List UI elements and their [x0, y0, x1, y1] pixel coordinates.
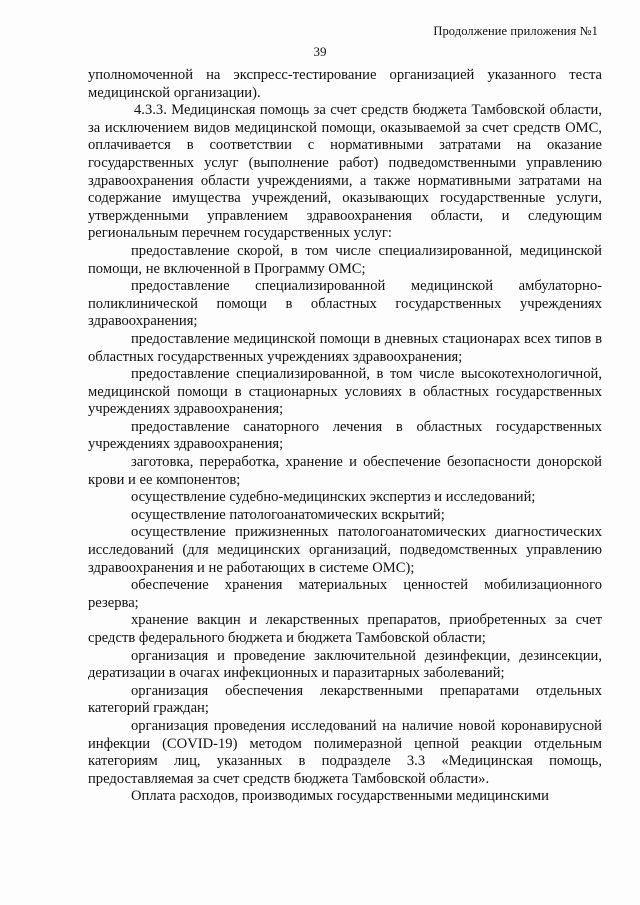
- list-item-pathology-diagnostics: осуществление прижизненных патологоанатомических диагностических исследований (для медицинских организаций, подведомственных управлению здравоохранения и не работающих в системе ОМС);: [88, 524, 602, 576]
- appendix-continuation-note: Продолжение приложения №1: [433, 24, 598, 38]
- list-item-inpatient: предоставление специализированной, в том числе высокотехнологичной, медицинской помощи в стационарных условиях в областных государственных учреждениях здравоохранения;: [88, 366, 602, 418]
- list-item-disinfection: организация и проведение заключительной дезинфекции, дезинсекции, дератизации в очагах инфекционных и паразитарных заболеваний;: [88, 647, 602, 682]
- paragraph-payment-expenses: Оплата расходов, производимых государственными медицинскими: [131, 788, 549, 805]
- page-number: 39: [313, 44, 327, 59]
- list-item-autopsy: осуществление патологоанатомических вскрытий;: [131, 506, 445, 523]
- list-item-drug-provision: организация обеспечения лекарственными препаратами отдельных категорий граждан;: [88, 682, 602, 717]
- list-item-outpatient: предоставление специализированной медицинской амбулаторно-поликлинической помощи в областных государственных учреждениях здравоохранения;: [88, 278, 602, 330]
- list-item-ambulance: предоставление скорой, в том числе специализированной, медицинской помощи, не включенной в Программу ОМС;: [88, 242, 602, 277]
- list-item-covid-testing: организация проведения исследований на наличие новой коронавирусной инфекции (COVID-19) методом полимеразной цепной реакции отдельным категориям лиц, указанных в подразделе 3.3 «Медицинская помощь, предоставляемая за счет средств бюджета Тамбовской области».: [88, 717, 602, 787]
- list-item-vaccine-storage: хранение вакцин и лекарственных препаратов, приобретенных за счет средств федерального бюджета и бюджета Тамбовской области;: [88, 612, 602, 646]
- paragraph-4-3-3: 4.3.3. Медицинская помощь за счет средств бюджета Тамбовской области, за исключением видов медицинской помощи, оказываемой за счет средств ОМС, оплачивается в соответствии с нормативными затратами на оказание государственных услуг (выполнение работ) подведомственными управлению здравоохранения области учреждениями, а также нормативными затратами на содержание имущества учреждений, оказывающих государственные услуги, утвержденными управлением здравоохранения области, и следующим региональным перечнем государственных услуг:: [88, 102, 602, 242]
- list-item-donor-blood: заготовка, переработка, хранение и обеспечение безопасности донорской крови и ее компонентов;: [88, 454, 602, 488]
- document-body: [88, 67, 602, 806]
- paragraph-continued: уполномоченной на экспресс-тестирование организацией указанного теста медицинской организации).: [88, 67, 602, 101]
- list-item-day-hospital: предоставление медицинской помощи в дневных стационарах всех типов в областных государственных учреждениях здравоохранения;: [88, 330, 602, 365]
- list-item-sanatorium: предоставление санаторного лечения в областных государственных учреждениях здравоохранения;: [88, 418, 602, 453]
- list-item-mobilization-reserve: обеспечение хранения материальных ценностей мобилизационного резерва;: [88, 577, 602, 611]
- list-item-forensic: осуществление судебно-медицинских экспертиз и исследований;: [131, 489, 536, 506]
